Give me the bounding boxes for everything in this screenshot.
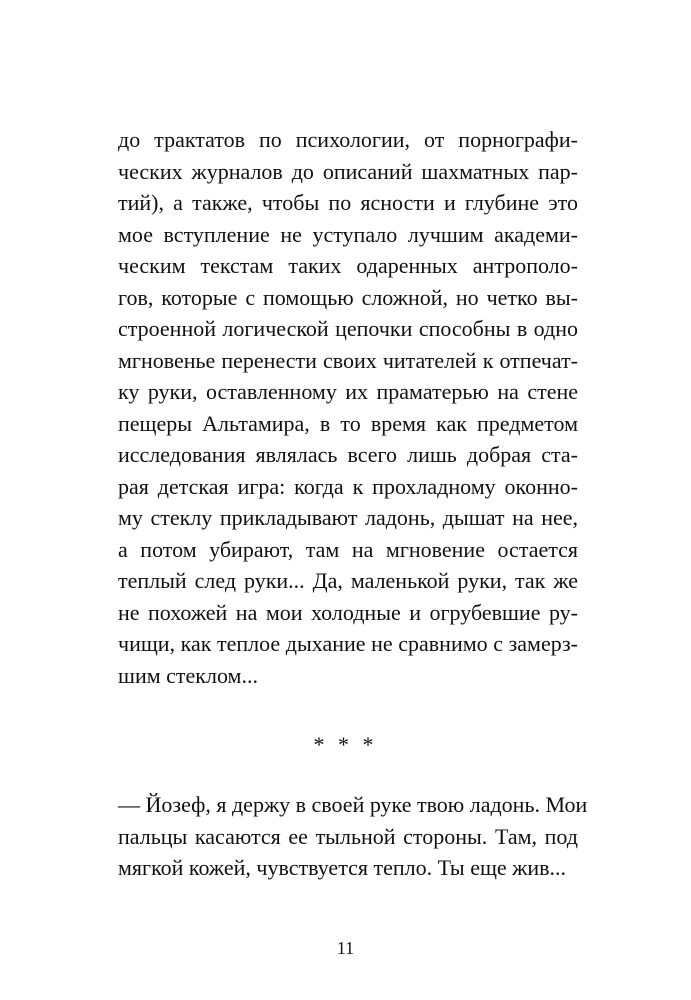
text-line: строенной логической цепочки способны в одно bbox=[118, 316, 578, 341]
page-number: 11 bbox=[336, 938, 355, 958]
text-line: шим стеклом... bbox=[118, 662, 258, 688]
text-line: мое вступление не уступало лучшим академи- bbox=[118, 221, 578, 247]
text-line: не похожей на мои холодные и огрубевшие ру- bbox=[118, 599, 578, 625]
text-line: ческим текстам таких одаренных антрополо- bbox=[118, 253, 578, 278]
text-line: — Йозеф, я держу в своей руке твою ладонь. Мои bbox=[118, 792, 588, 817]
text-line: пальцы касаются ее тыльной стороны. Там, под bbox=[118, 823, 578, 849]
text-line: исследования являлась всего лишь добрая ста- bbox=[118, 442, 578, 467]
text-line: до трактатов по психологии, от порнографи- bbox=[118, 127, 578, 152]
text-line: тий), а также, чтобы по ясности и глубине это bbox=[118, 190, 578, 215]
text-line: му стеклу прикладывают ладонь, дышат на нее, bbox=[118, 505, 578, 530]
text-line: пещеры Альтамира, в то время как предметом bbox=[118, 410, 578, 436]
section-separator: * * * bbox=[313, 732, 378, 757]
text-line: рая детская игра: когда к прохладному оконно- bbox=[118, 473, 578, 499]
text-line: мгновенье перенести своих читателей к отпечат- bbox=[118, 347, 578, 373]
text-line: чищи, как теплое дыхание не сравнимо с замерз- bbox=[118, 631, 578, 656]
text-line: ческих журналов до описаний шахматных пар- bbox=[118, 158, 578, 184]
text-line: гов, которые с помощью сложной, но четко вы- bbox=[118, 284, 578, 310]
text-line: теплый след руки... Да, маленькой руки, так же bbox=[118, 568, 578, 593]
text-line: а потом убирают, там на мгновение остается bbox=[118, 536, 578, 562]
text-line: ку руки, оставленному их праматерью на стене bbox=[118, 379, 578, 404]
text-line: мягкой кожей, чувствуется тепло. Ты еще жив... bbox=[118, 855, 567, 880]
paragraph-2 bbox=[118, 789, 588, 884]
paragraph-1 bbox=[118, 124, 578, 691]
